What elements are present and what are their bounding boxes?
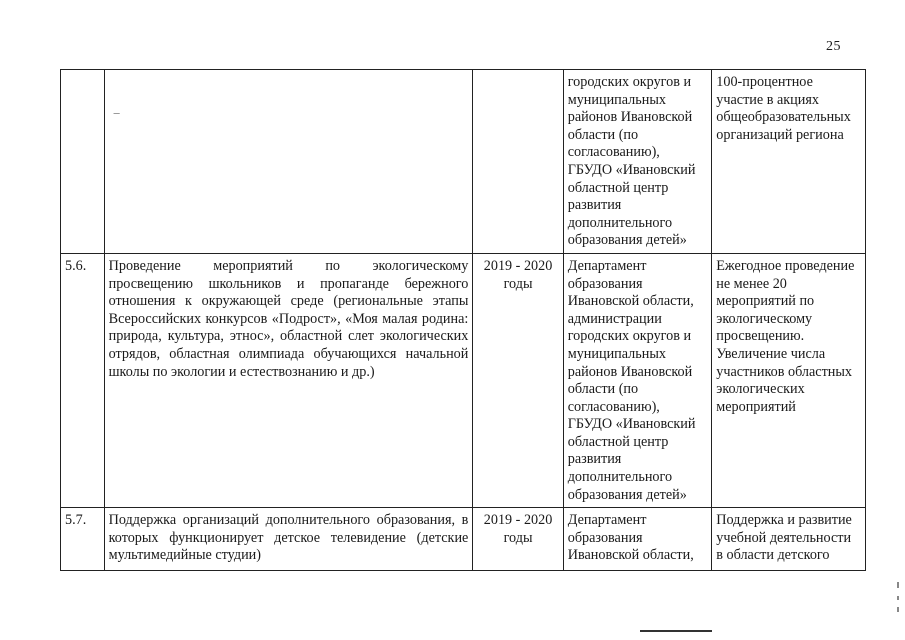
table-row <box>61 508 866 571</box>
period-cell <box>473 70 563 254</box>
scan-artifact-speck <box>897 596 899 600</box>
item-number-cell: 5.7. <box>61 508 105 571</box>
table-row <box>61 70 866 254</box>
executors-cell: Департамент образования Ивановской области, <box>563 508 712 571</box>
executors-cell: Департамент образования Ивановской области, администрации городских округов и муниципальных районов Ивановской области (по согласованию), ГБУДО «Ивановский областной центр развития дополнительного образования детей» <box>563 253 712 507</box>
item-number-cell <box>61 70 105 254</box>
item-number-cell: 5.6. <box>61 253 105 507</box>
period-cell: 2019 - 2020 годы <box>473 508 563 571</box>
scan-artifact-speck <box>897 582 899 588</box>
executors-cell: городских округов и муниципальных районов Ивановской области (по согласованию), ГБУДО «Ивановский областной центр развития дополнительного образования детей» <box>563 70 712 254</box>
scan-artifact-speck <box>897 607 899 612</box>
page-number: 25 <box>826 39 841 54</box>
measures-table <box>60 69 866 571</box>
scan-artifact-line <box>640 630 712 632</box>
result-cell: Поддержка и развитие учебной деятельности в области детского <box>712 508 866 571</box>
period-cell: 2019 - 2020 годы <box>473 253 563 507</box>
dash-mark: – <box>113 105 120 119</box>
result-cell: 100-процентное участие в акциях общеобразовательных организаций региона <box>712 70 866 254</box>
event-cell: Проведение мероприятий по экологическому просвещению школьников и пропаганде бережного отношения к окружающей среде (региональные этапы Всероссийских конкурсов «Подрост», «Моя малая родина: природа, культура, этнос», областной слет экологических отрядов, областная олимпиада обучающихся начальной школы по экологии и естествознанию и др.) <box>104 253 473 507</box>
result-cell: Ежегодное проведение не менее 20 мероприятий по экологическому просвещению. Увеличение числа участников областных экологических мероприятий <box>712 253 866 507</box>
event-cell <box>104 70 473 254</box>
event-cell: Поддержка организаций дополнительного образования, в которых функционирует детское телевидение (детские мультимедийные студии) <box>104 508 473 571</box>
table-row <box>61 253 866 507</box>
